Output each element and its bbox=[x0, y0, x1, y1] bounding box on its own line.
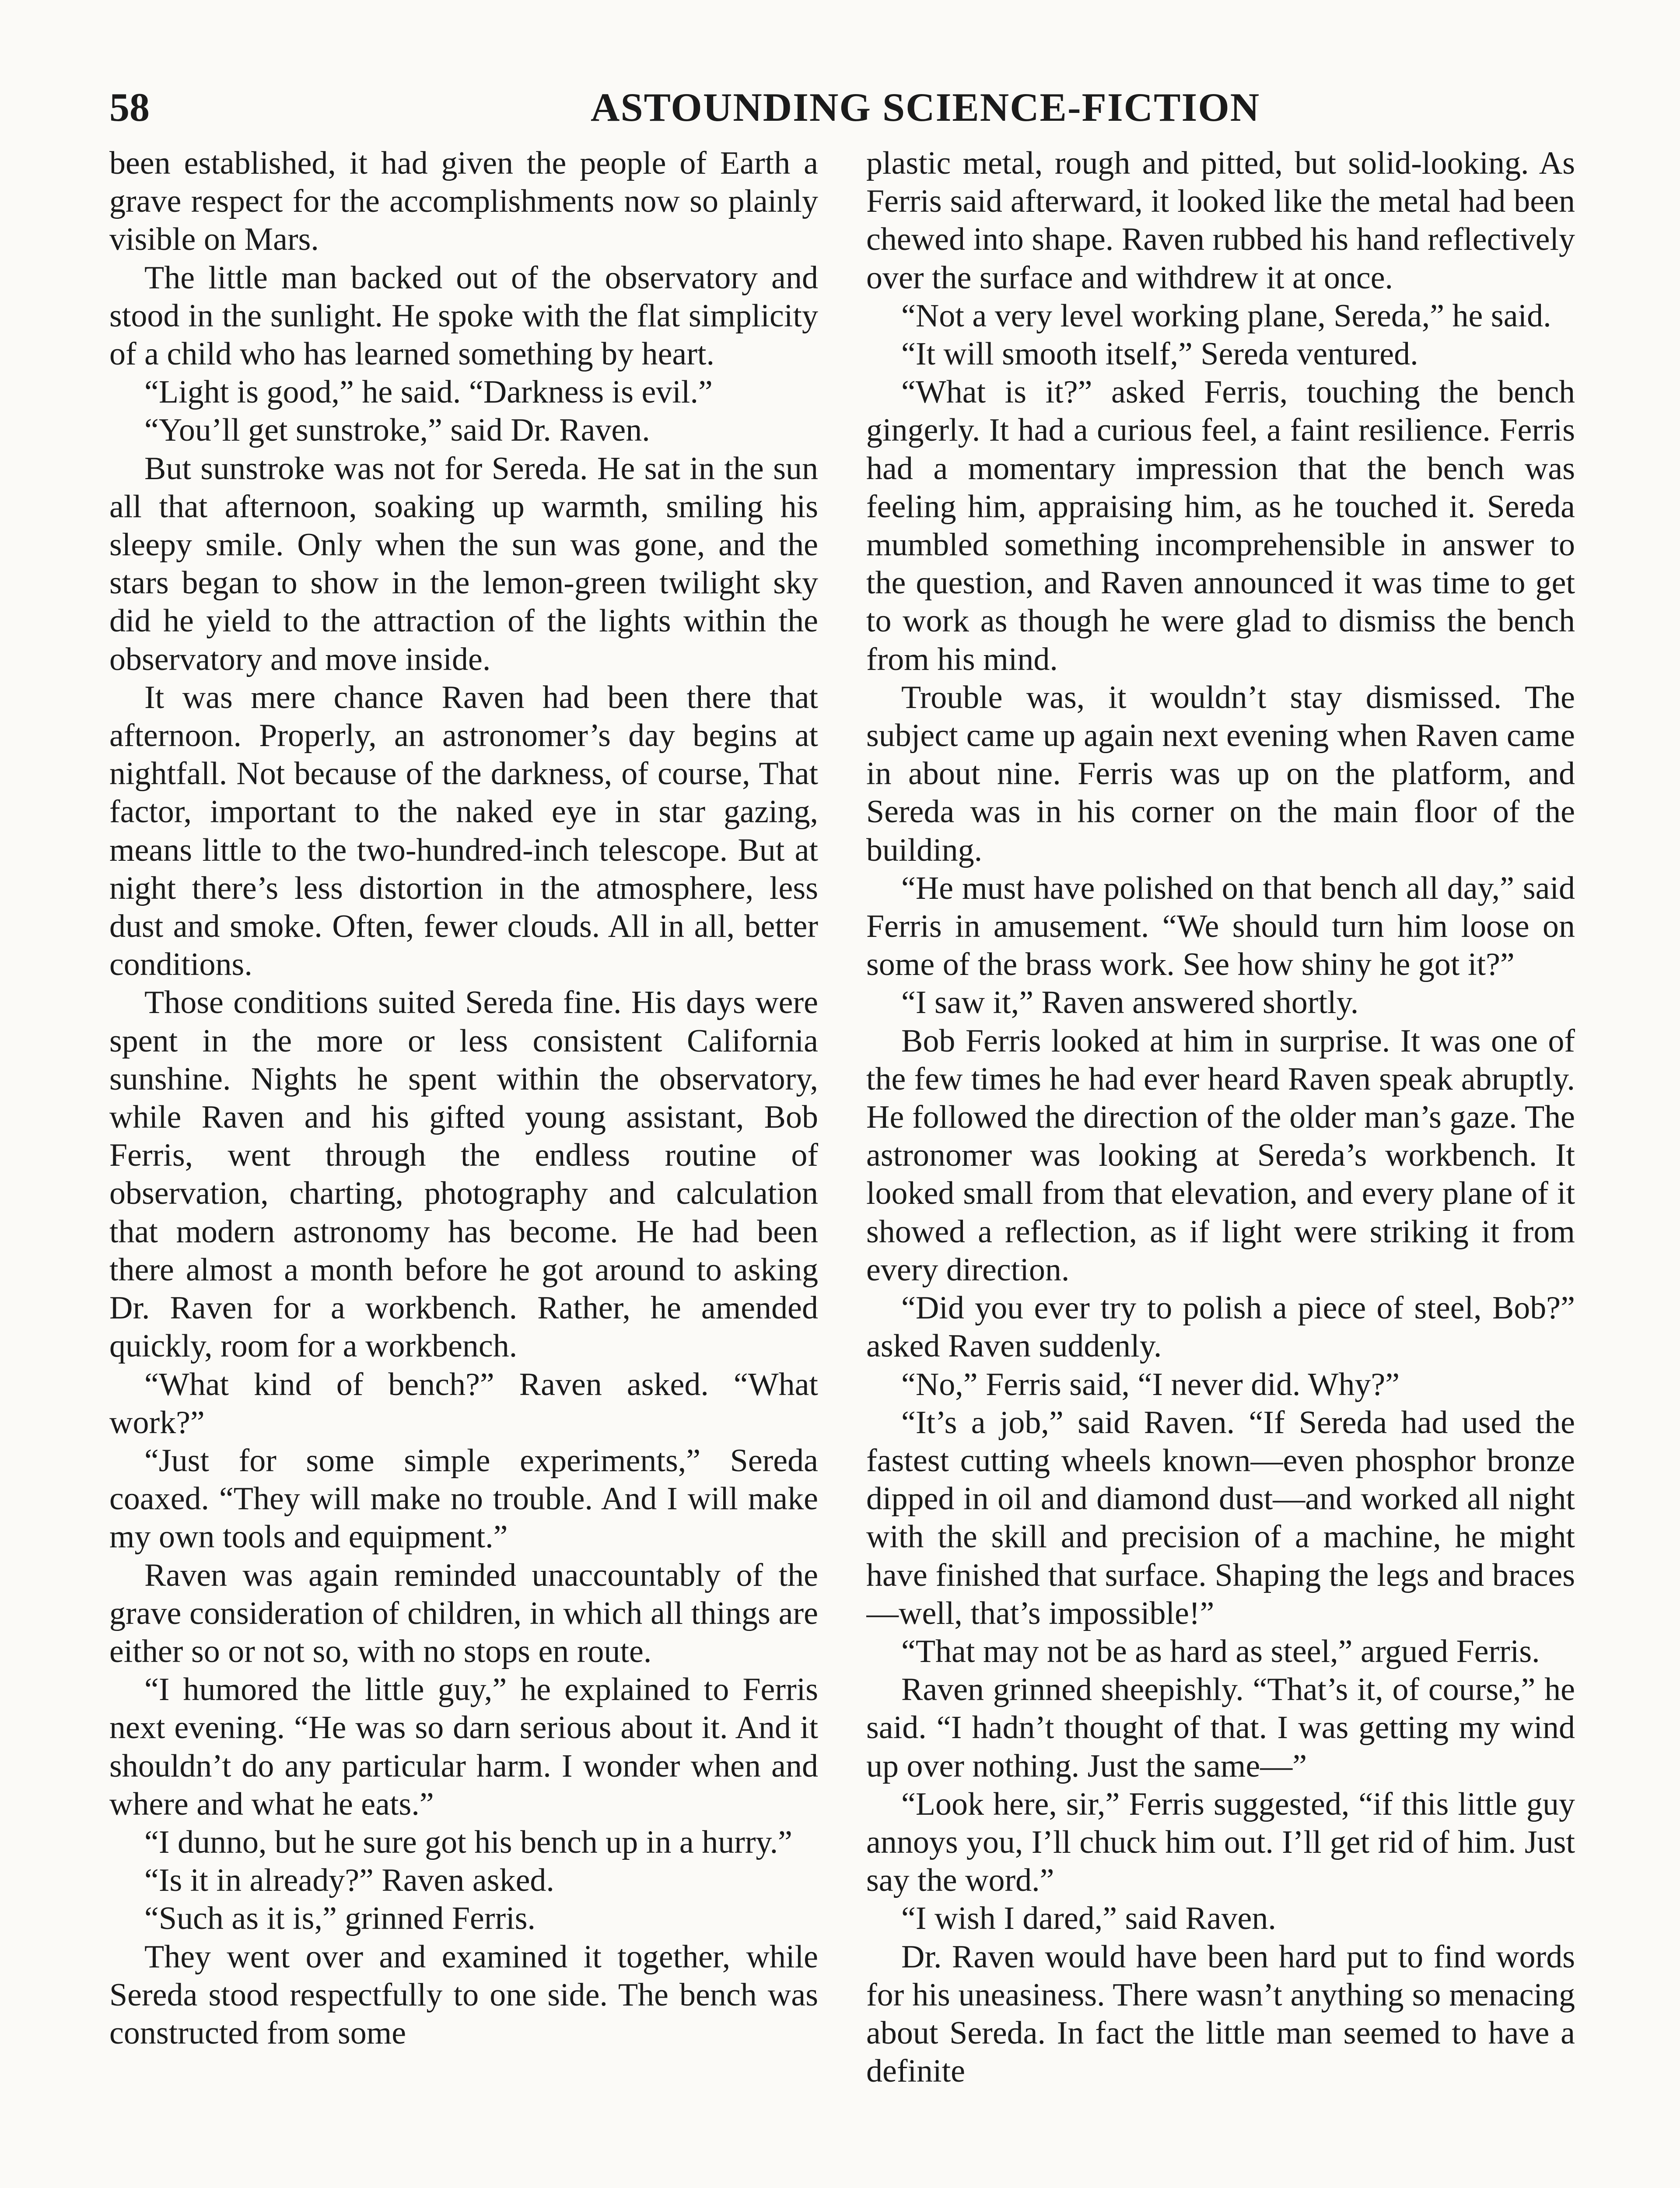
paragraph: “Such as it is,” grinned Ferris. bbox=[144, 1900, 536, 1937]
left-column bbox=[109, 144, 818, 2188]
paragraph: been established, it had given the people of Earth a grave respect for the accomplishments now so plainly visible on Mars. bbox=[109, 145, 818, 258]
paragraph: They went over and examined it together, while Sereda stood respectfully to one side. The bench was constructed from some bbox=[109, 1939, 818, 2051]
paragraph: Bob Ferris looked at him in surprise. It was one of the few times he had ever heard Raven speak abruptly. He followed the direction of the older man’s gaze. The astronomer was looking at Sereda’s workbench. It looked small from that elevation, and every plane of it showed a reflection, as if light were striking it from every direction. bbox=[866, 1023, 1575, 1288]
running-head: ASTOUNDING SCIENCE-FICTION bbox=[591, 85, 1260, 130]
paragraph: “Is it in already?” Raven asked. bbox=[144, 1862, 554, 1899]
paragraph: “What kind of bench?” Raven asked. “What work?” bbox=[109, 1366, 818, 1441]
paragraph: “It will smooth itself,” Sereda ventured. bbox=[901, 336, 1418, 372]
paragraph: Those conditions suited Sereda fine. His days were spent in the more or less consistent California sunshine. Nights he spent within the observatory, while Raven and his gifted young assistant, Bob Ferris, went through the endless routine of observation, charting, photography and calculation that modern astronomy has become. He had been there almost a month before he got around to asking Dr. Raven for a workbench. Rather, he amended quickly, room for a workbench. bbox=[109, 985, 818, 1364]
paragraph: “Not a very level working plane, Sereda,” he said. bbox=[901, 298, 1551, 334]
paragraph: “Light is good,” he said. “Darkness is evil.” bbox=[144, 374, 713, 410]
paragraph: “That may not be as hard as steel,” argued Ferris. bbox=[901, 1633, 1540, 1669]
paragraph: It was mere chance Raven had been there that afternoon. Properly, an astronomer’s day begins at nightfall. Not because of the darkness, of course, That factor, important to the naked eye in star gazing, means little to the two-hundred-inch telescope. But at night there’s less distortion in the atmosphere, less dust and smoke. Often, fewer clouds. All in all, better conditions. bbox=[109, 679, 818, 983]
paragraph: “He must have polished on that bench all day,” said Ferris in amusement. “We should turn him loose on some of the brass work. See how shiny he got it?” bbox=[866, 870, 1575, 983]
paragraph: “Did you ever try to polish a piece of steel, Bob?” asked Raven suddenly. bbox=[866, 1290, 1575, 1364]
paragraph: The little man backed out of the observatory and stood in the sunlight. He spoke with the flat simplicity of a child who has learned something by heart. bbox=[109, 259, 818, 372]
paragraph: “No,” Ferris said, “I never did. Why?” bbox=[901, 1366, 1400, 1403]
paragraph: “Just for some simple experiments,” Sereda coaxed. “They will make no trouble. And I will make my own tools and equipment.” bbox=[109, 1442, 818, 1555]
paragraph: “I saw it,” Raven answered shortly. bbox=[901, 985, 1359, 1021]
paragraph: “I wish I dared,” said Raven. bbox=[901, 1900, 1276, 1937]
paragraph: Raven was again reminded unaccountably of the grave consideration of children, in which all things are either so or not so, with no stops en route. bbox=[109, 1557, 818, 1669]
right-column bbox=[866, 144, 1575, 2188]
paragraph: “You’ll get sunstroke,” said Dr. Raven. bbox=[144, 412, 650, 449]
page-number: 58 bbox=[109, 85, 150, 130]
paragraph: But sunstroke was not for Sereda. He sat in the sun all that afternoon, soaking up warmth, smiling his sleepy smile. Only when the sun was gone, and the stars began to show in the lemon-green twilight sky did he yield to the attraction of the lights within the observatory and move inside. bbox=[109, 450, 818, 677]
paragraph: “It’s a job,” said Raven. “If Sereda had used the fastest cutting wheels known—even phosphor bronze dipped in oil and diamond dust—and worked all night with the skill and precision of a machine, he might have finished that surface. Shaping the legs and braces—well, that’s impossible!” bbox=[866, 1404, 1575, 1631]
paragraph: “I dunno, but he sure got his bench up in a hurry.” bbox=[144, 1824, 793, 1860]
paragraph: Raven grinned sheepishly. “That’s it, of course,” he said. “I hadn’t thought of that. I was getting my wind up over nothing. Just the same—” bbox=[866, 1672, 1575, 1784]
paragraph: Trouble was, it wouldn’t stay dismissed. The subject came up again next evening when Raven came in about nine. Ferris was up on the platform, and Sereda was in his corner on the main floor of the building. bbox=[866, 679, 1575, 868]
paragraph: Dr. Raven would have been hard put to find words for his uneasiness. There wasn’t anything so menacing about Sereda. In fact the little man seemed to have a definite bbox=[866, 1939, 1575, 2090]
paragraph: “What is it?” asked Ferris, touching the bench gingerly. It had a curious feel, a faint resilience. Ferris had a momentary impression that the bench was feeling him, appraising him, as he touched it. Sereda mumbled something incomprehensible in answer to the question, and Raven announced it was time to get to work as though he were glad to dismiss the bench from his mind. bbox=[866, 374, 1575, 677]
paragraph: “I humored the little guy,” he explained to Ferris next evening. “He was so darn serious about it. And it shouldn’t do any particular harm. I wonder when and where and what he eats.” bbox=[109, 1672, 818, 1822]
paragraph: plastic metal, rough and pitted, but solid-looking. As Ferris said afterward, it looked like the metal had been chewed into shape. Raven rubbed his hand reflectively over the surface and withdrew it at once. bbox=[866, 145, 1575, 296]
page-header bbox=[109, 83, 1566, 131]
paragraph: “Look here, sir,” Ferris suggested, “if this little guy annoys you, I’ll chuck him out. I’ll get rid of him. Just say the word.” bbox=[866, 1786, 1575, 1899]
